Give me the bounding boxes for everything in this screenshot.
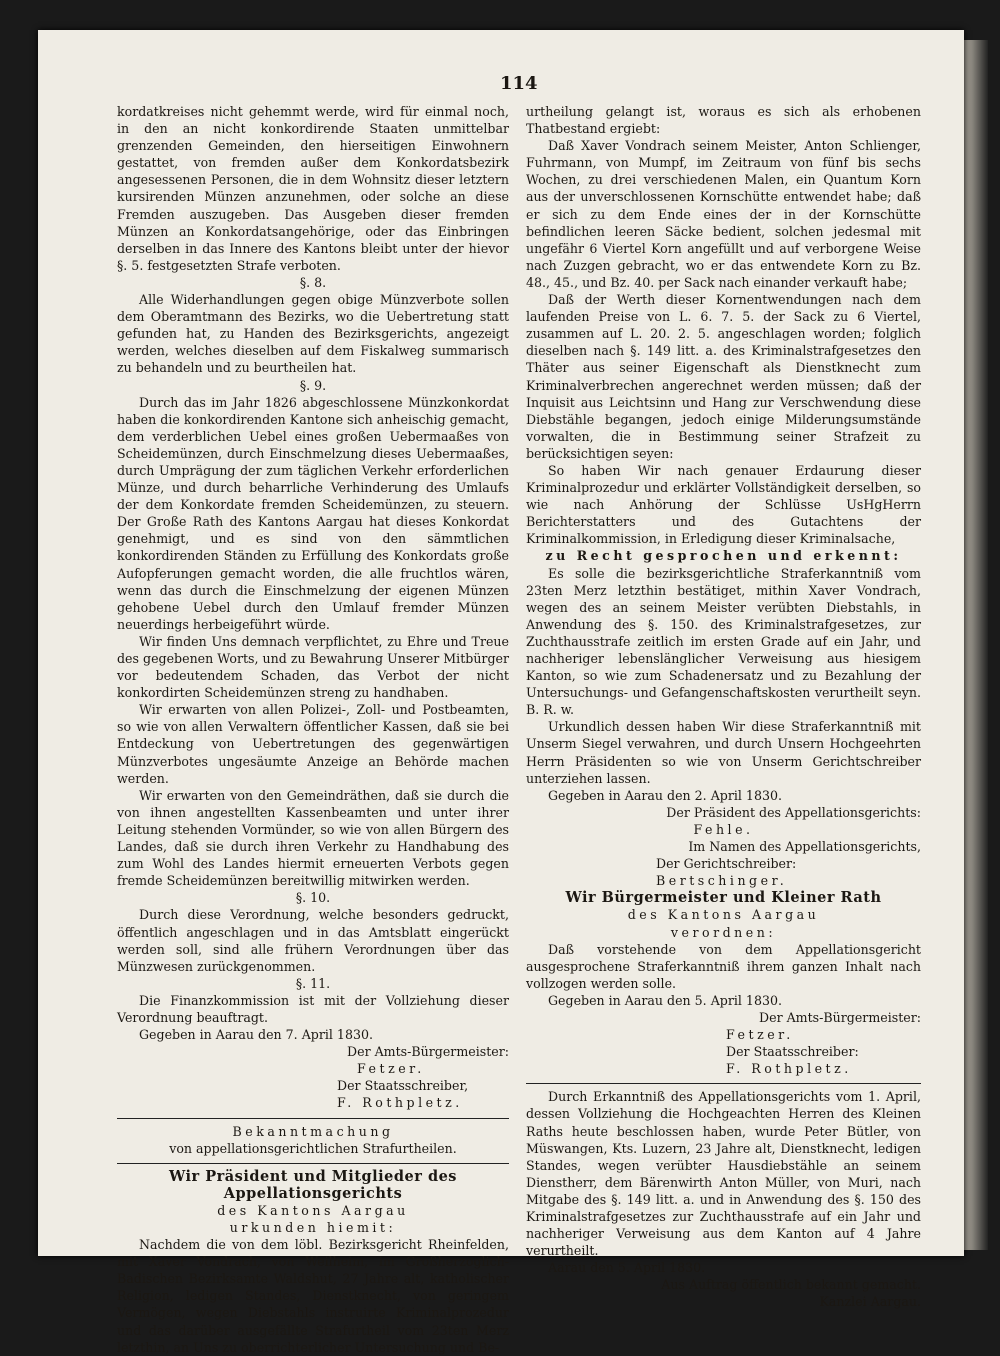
court-heading-line3: urkunden hiemit: bbox=[229, 1220, 397, 1235]
signature-role: Der Amts-Bürgermeister: bbox=[759, 1009, 921, 1025]
council-heading-line2: des Kantons Aargau bbox=[627, 907, 820, 923]
court-heading: Wir Präsident und Mitglieder des Appellationsgerichts bbox=[169, 1167, 457, 1202]
paragraph: Durch das im Jahr 1826 abgeschlossene Münzkonkordat haben die konkordirenden Kantone sich anheischig gemacht, dem verderblichen Uebel eines großen Uebermaaßes von Scheidemünzen, durch Einschmelzung dieses Uebermaaßes, durch Umprägung der zum täglichen Verkehr erforderlichen Münze, und durch beharrliche Verhinderung des Umlaufs der dem Konkordate fremden Scheidemünzen, zu steuern. Der Große Rath des Kantons Aargau hat dieses Konkordat genehmigt, und es sind von den sämmtlichen konkordirenden Ständen zu Erfüllung des Konkordats große Aufopferungen gemacht worden, die alle fruchtlos wären, wenn das durch die Einschmelzung der eigenen Münzen gehobene Uebel durch den Umlauf fremder Münzen neuerdings herbeigeführt würde. bbox=[117, 394, 509, 632]
date-line: Aarau den 5. April 1830. bbox=[548, 1260, 706, 1276]
date-line: Gegeben in Aarau den 5. April 1830. bbox=[548, 992, 782, 1008]
paragraph: kordatkreises nicht gehemmt werde, wird für einmal noch, in den an nicht konkordirende Staaten unmittelbar grenzenden Gemeinden, den hierseitigen Einwohnern gestattet, von fremden außer dem Konkordatsbezirk angesessenen Personen, die in dem Wohnsitz dieser letztern kursirenden Münzen anzunehmen, oder solche an diese Fremden auszugeben. Das Ausgeben dieser fremden Münzen an Konkordatsangehörige, oder das Einbringen derselben in das Innere des Kantons bleibt unter der hievor §. 5. festgesetzten Strafe verboten. bbox=[117, 104, 509, 273]
divider bbox=[117, 1118, 509, 1119]
announcement-title: Bekanntmachung bbox=[232, 1123, 394, 1139]
signature-name: Fetzer. bbox=[357, 1061, 425, 1077]
signature-role: Der Staatsschreiber, bbox=[337, 1078, 469, 1094]
paragraph: Wir erwarten von den Gemeindräthen, daß sie durch die von ihnen angestellten Kassenbeamten und unter ihrer Leitung stehenden Vormünder, so wie von allen Bürgern des Landes, daß sie durch ihren Verkehr zu Handhabung des zum Wohl des Landes hiermit erneuerten Verbots gegen fremde Scheidemünzen bereitwillig mitwirken werden. bbox=[117, 787, 509, 889]
paragraph: Alle Widerhandlungen gegen obige Münzverbote sollen dem Oberamtmann des Bezirks, wo die Uebertretung statt gefunden hat, zu Handen des Bezirksgerichts, angezeigt werden, welches dieselben auf dem Fiskalweg summarisch zu behandeln und zu beurtheilen hat. bbox=[117, 292, 509, 376]
announcement-subtitle: von appellationsgerichtlichen Strafurtheilen. bbox=[169, 1140, 457, 1156]
signature-name: F. Rothpletz. bbox=[726, 1061, 852, 1077]
signature-name: Fetzer. bbox=[726, 1027, 794, 1043]
paragraph: Wir erwarten von allen Polizei-, Zoll- und Postbeamten, so wie von allen Verwaltern öffentlicher Kassen, daß sie bei Entdeckung von Uebertretungen des gegenwärtigen Münzverbotes ungesäumte Anzeige an Behörde machen werden. bbox=[117, 702, 509, 786]
paragraph: Die Finanzkommission ist mit der Vollziehung dieser Verordnung beauftragt. bbox=[117, 992, 509, 1025]
paragraph: Durch diese Verordnung, welche besonders gedruckt, öffentlich angeschlagen und in das Amtsblatt eingerückt werden soll, sind alle frühern Verordnungen über das Münzwesen zurückgenommen. bbox=[117, 907, 509, 974]
section-heading: §. 9. bbox=[299, 377, 327, 393]
date-line: Gegeben in Aarau den 2. April 1830. bbox=[548, 787, 782, 803]
paragraph: So haben Wir nach genauer Erdaurung dieser Kriminalprozedur und erklärter Vollständigkeit derselben, so wie nach Anhörung der Schlüsse UsHgHerrn Berichterstatters und des Gutachtens der Kriminalkommission, in Erledigung dieser Kriminalsache, bbox=[526, 462, 921, 547]
section-heading: §. 10. bbox=[295, 890, 331, 906]
date-line: Gegeben in Aarau den 7. April 1830. bbox=[139, 1027, 373, 1043]
paragraph: Urkundlich dessen haben Wir diese Straferkanntniß mit Unserm Siegel verwahren, und durch Unsern Hochgeehrten Herrn Präsidenten so wie von Unserm Gerichtschreiber unterziehen lassen. bbox=[526, 719, 921, 786]
divider bbox=[526, 1083, 921, 1084]
page-number: 114 bbox=[500, 73, 538, 94]
council-heading-line3: verordnen: bbox=[670, 924, 777, 940]
paragraph: Nachdem die von dem löbl. Bezirksgericht Rheinfelden, mit Xaver Vondrach, von Weilheim, im Großherzoglich-Badischen Bezirksamte Waldshut, 27 Jahre alt, katholischer Religion, ledigen Standes, Dienstknecht, von geringem Vermögen, wegen Diebstahls instruirte Kriminalprozedur und das darüber ausgefällte Strafurtheil vom 23ten Merz letzthin, an Uns zu oberrichterlicher Untersuchung und Be- bbox=[117, 1237, 509, 1355]
signature-role: Der Amts-Bürgermeister: bbox=[347, 1044, 509, 1060]
paragraph: Wir finden Uns demnach verpflichtet, zu Ehre und Treue des gegebenen Worts, und zu Bewahrung Unserer Mitbürger vor bedeutendem Schaden, das Verbot der nicht konkordirten Scheidemünzen streng zu handhaben. bbox=[117, 633, 509, 701]
paragraph: Daß Xaver Vondrach seinem Meister, Anton Schlienger, Fuhrmann, von Mumpf, im Zeitraum von fünf bis sechs Wochen, zu drei verschiedenen Malen, ein Quantum Korn aus der unverschlossenen Kornschütte entwendet habe; daß er sich zu dem Ende eines der in der Kornschütte befindlichen leeren Säcke bedient, solchen jedesmal mit ungefähr 6 Viertel Korn angefüllt und auf verborgene Weise nach Zuzgen gebracht, wo er das entwendete Korn zu Bz. 48., 45., und Bz. 40. per Sack nach einander verkauft habe; bbox=[526, 138, 921, 290]
verdict-heading: zu Recht gesprochen und erkennt: bbox=[545, 548, 902, 564]
section-heading: §. 8. bbox=[299, 274, 327, 290]
chancery-signature: Kanzlei Aargau. bbox=[819, 1294, 921, 1310]
publication-note: Aus Auftrag öffentlich bekannt gemacht. bbox=[661, 1277, 921, 1293]
paragraph: urtheilung gelangt ist, woraus es sich als erhobenen Thatbestand ergiebt: bbox=[526, 104, 921, 137]
paragraph: Daß vorstehende von dem Appellationsgericht ausgesprochene Straferkanntniß ihrem ganzen Inhalt nach vollzogen werden solle. bbox=[526, 941, 921, 991]
paragraph: Daß der Werth dieser Kornentwendungen nach dem laufenden Preise von L. 6. 7. 5. der Sack zu 6 Viertel, zusammen auf L. 20. 2. 5. angeschlagen worden; folglich dieselben nach §. 149 litt. a. des Kriminalstrafgesetzes den Thäter aus seiner Eigenschaft als Dienstknecht zum Kriminalverbrechen angerechnet werden müssen; daß der Inquisit aus Leichtsinn und Hang zur Verschwendung diese Diebstähle begangen, jedoch einige Milderungsumstände vorwalten, die in Bestimmung seiner Strafzeit zu berücksichtigen seyen: bbox=[526, 292, 921, 461]
signature-role: Der Präsident des Appellationsgerichts: bbox=[666, 804, 921, 820]
court-heading-line2: des Kantons Aargau bbox=[217, 1202, 409, 1218]
signature-name: F. Rothpletz. bbox=[337, 1095, 463, 1111]
council-heading: Wir Bürgermeister und Kleiner Rath bbox=[565, 889, 882, 907]
signature-role: Im Namen des Appellationsgerichts, bbox=[688, 839, 921, 855]
paragraph: Es solle die bezirksgerichtliche Straferkanntniß vom 23ten Merz letzthin bestätiget, mithin Xaver Vondrach, wegen des an seinem Meister verübten Diebstahls, in Anwendung des §. 150. des Kriminalstrafgesetzes, zur Zuchthausstrafe zeitlich im ersten Grade auf ein Jahr, und nachheriger lebenslänglicher Verweisung aus hiesigem Kanton, so wie zum Schadenersatz und zu Bezahlung der Untersuchungs- und Gefangenschaftskosten verurtheilt seyn. B. R. w. bbox=[526, 565, 921, 718]
signature-role: Der Staatsschreiber: bbox=[726, 1044, 859, 1060]
section-heading: §. 11. bbox=[295, 975, 331, 991]
divider bbox=[117, 1163, 509, 1164]
right-column bbox=[526, 103, 921, 1311]
paragraph: Durch Erkanntniß des Appellationsgerichts vom 1. April, dessen Vollziehung die Hochgeachten Herren des Kleinen Raths heute beschlossen haben, wurde Peter Bütler, von Müswangen, Kts. Luzern, 23 Jahre alt, Dienstknecht, ledigen Standes, wegen verübter Hausdiebstähle an seinem Dienstherr, dem Bärenwirth Anton Müller, von Muri, nach Mitgabe des §. 149 litt. a. und in Anwendung des §. 150 des Kriminalstrafgesetzes zur Zuchthausstrafe auf ein Jahr und nachheriger Verweisung aus dem Kanton auf 4 Jahre verurtheilt. bbox=[526, 1089, 921, 1259]
signature-name: Fehle. bbox=[693, 821, 754, 837]
signature-name: Bertschinger. bbox=[656, 873, 788, 889]
left-column bbox=[117, 103, 509, 1356]
signature-role: Der Gerichtschreiber: bbox=[656, 856, 797, 872]
